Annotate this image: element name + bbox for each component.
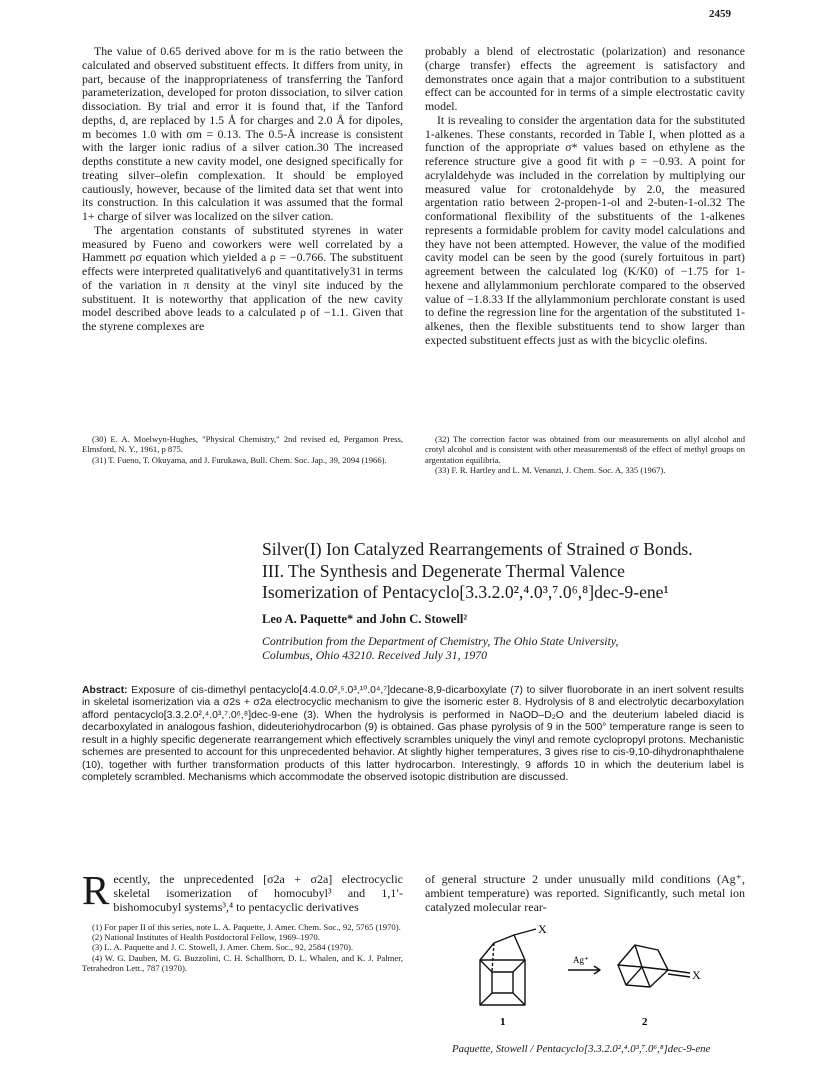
structure-1 [480,929,536,1005]
intro-left [82,867,403,915]
reagent-label: Ag⁺ [573,955,589,965]
abstract [82,685,744,785]
paragraph: It is revealing to consider the argentation data for the substituted 1-alkenes. These constants, recorded in Table I, when plotted as a function of the appropriate σ* values based on ethylene as the reference structure give a good fit with ρ = −0.93. A point for acrylaldehyde was included in the correlation by multiplying our measured value for crotonaldehyde by 2.0, the measured argentation ratio between 2-propen-1-ol and 2-buten-1-ol.32 The conformational flexibility of the substituents of the 1-alkenes represents a formidable problem for cavity model calculations and they have not been attempted. However, the value of the modified cavity model can be seen by the good (surely fortuitous in part) agreement between the calculated log (K/K0) of −1.75 for 1-hexene and allylammonium perchlorate compared to the observed value of −1.8.33 If the allylammonium perchlorate constant is used to define the regression line for the argentation of the substituted 1-alkenes, then the flexible substituents tend to show larger than expected substituent effects just as with the bicyclic olefins. [425,112,745,347]
footnote: (33) F. R. Hartley and L. M. Venanzi, J. Chem. Soc. A, 335 (1967). [435,465,666,476]
structure-2 [618,945,690,987]
paragraph: The value of 0.65 derived above for m is the ratio between the calculated and observed substituent effects. It differs from unity, in part, because of the inappropriateness of transferring the Tanford parameterization, developed for proton dissociation, to silver cation dissociation. By trial and error it is found that, if the Tanford depths, d, are replaced by 1.5 Å for charges and 2.0 Å for dipoles, m becomes 1.0 with σm = 0.13. The 0.5-Å increase is consistent with the larger ionic radius of a silver cation.30 The increased depths constitute a new cavity model, one designed specifically for treating silver–olefin complexation. It should be employed cautiously, however, because of the limited data set that went into its construction. In this calculation it was assumed that the formal 1+ charge of silver was localized on the silver cation. [82,44,403,223]
footnote: (2) National Institutes of Health Postdoctoral Fellow, 1969–1970. [92,932,320,943]
affiliation [262,634,762,662]
left-column [82,45,403,334]
substituent-label: X [538,925,547,936]
footnote: (3) L. A. Paquette and J. C. Stowell, J. Amer. Chem. Soc., 92, 2584 (1970). [92,942,354,953]
affiliation-line: Columbus, Ohio 43210. Received July 31, 1970 [262,648,488,662]
intro-right [425,872,745,915]
title-line: Isomerization of Pentacyclo[3.3.2.0²,⁴.0³,⁷.0⁶,⁸]dec-9-ene¹ [262,582,669,602]
compound-number: 2 [642,1016,648,1028]
page-number: 2459 [709,8,731,20]
footnote: (30) E. A. Moelwyn-Hughes, "Physical Chemistry," 2nd revised ed, Pergamon Press, Elmsford, N. Y., 1961, p 875. [82,434,403,455]
compound-number: 1 [500,1016,506,1028]
footnote: (1) For paper II of this series, note L. A. Paquette, J. Amer. Chem. Soc., 92, 5765 (1970). [92,922,401,932]
drop-cap: R [82,867,110,913]
affiliation-line: Contribution from the Department of Chemistry, The Ohio State University, [262,634,619,648]
abstract-label: Abstract: [82,685,128,696]
title-line: Silver(I) Ion Catalyzed Rearrangements of Strained σ Bonds. [262,539,693,559]
intro-text: of general structure 2 under unusually mild conditions (Ag⁺, ambient temperature) was reported. Significantly, such metal ion catalyzed molecular rear- [425,872,745,915]
footnote: (4) W. G. Dauben, M. G. Buzzolini, C. H. Schallhorn, D. L. Whalen, and K. J. Palmer, Tetrahedron Lett., 787 (1970). [82,952,403,973]
reaction-scheme [470,925,740,1030]
footnote: (32) The correction factor was obtained from our measurements on allyl alcohol and crotyl alcohol and is consistent with other measurements8 of the effect of methyl groups on argentation equilibria. [425,434,745,465]
right-column [425,45,745,348]
substituent-label: X [692,968,701,982]
footnote: (31) T. Fueno, T. Okuyama, and J. Furukawa, Bull. Chem. Soc. Jap., 39, 2094 (1966). [92,454,387,465]
paragraph: probably a blend of electrostatic (polarization) and resonance (charge transfer) effects the agreement is satisfactory and demonstrates once again that a major contribution to a substituent effect can be accounted for in terms of a simple electrostatic cavity model. [425,44,745,113]
authors: Leo A. Paquette* and John C. Stowell² [262,612,468,626]
title-line: III. The Synthesis and Degenerate Thermal Valence [262,560,625,581]
footnotes-left [82,434,403,465]
article-title [262,539,782,604]
intro-text: ecently, the unprecedented [σ2a + σ2a] electrocyclic skeletal isomerization of homocubyl³ and 1,1′-bishomocubyl systems³,⁴ to pentacyclic derivatives [113,872,403,915]
paragraph: The argentation constants of substituted styrenes in water measured by Fueno and coworkers were well correlated by a Hammett ρσ equation which yielded a ρ = −0.766. The substituent effects were interpreted qualitatively6 and quantitatively31 in terms of the variation in π density at the vinyl site induced by the substituent. It is noteworthy that application of the new cavity model described above leads to a calculated ρ of −1.1. Given that the styrene complexes are [82,222,403,333]
footnotes-right [425,434,745,476]
running-footer: Paquette, Stowell / Pentacyclo[3.3.2.0²,⁴.0³,⁷.0⁶,⁸]dec-9-ene [452,1043,711,1055]
abstract-text: Exposure of cis-dimethyl pentacyclo[4.4.0.0²,⁵.0³,¹⁰.0⁴,⁷]decane-8,9-dicarboxylate (7) to silver fluoroborate in an inert solvent results in skeletal isomerization via a σ2s + σ2a electrocyclic mechanism to give the isomeric ester 8. Hydrolysis of 8 and electrolytic decarboxylation afford pentacyclo[3.3.2.0²,⁴.0³,⁷.0⁶,⁸]dec-9-ene (3). When the hydrolysis is performed in NaOD–D₂O and the deuterium labeled diacid is decarboxylated in analogous fashion, dideuteriohydrocarbon (9) is obtained. Gas phase pyrolysis of 9 in the 500° temperature range is seen to result in a highly specific degenerate rearrangement which effectively scrambles uniquely the vinyl and remote cyclopropyl protons. Mechanistic schemes are presented to account for this unprecedented behavior. At slightly higher temperatures, 3 gives rise to cis-9,10-dihydronaphthalene (10), together with further transformation products of this latter hydrocarbon. Interestingly, 9 affords 10 in which the deuterium label is completely scrambled. Mechanisms which accommodate the observed isotopic distribution are discussed. [82,685,744,784]
footnotes-bottom [82,922,403,973]
